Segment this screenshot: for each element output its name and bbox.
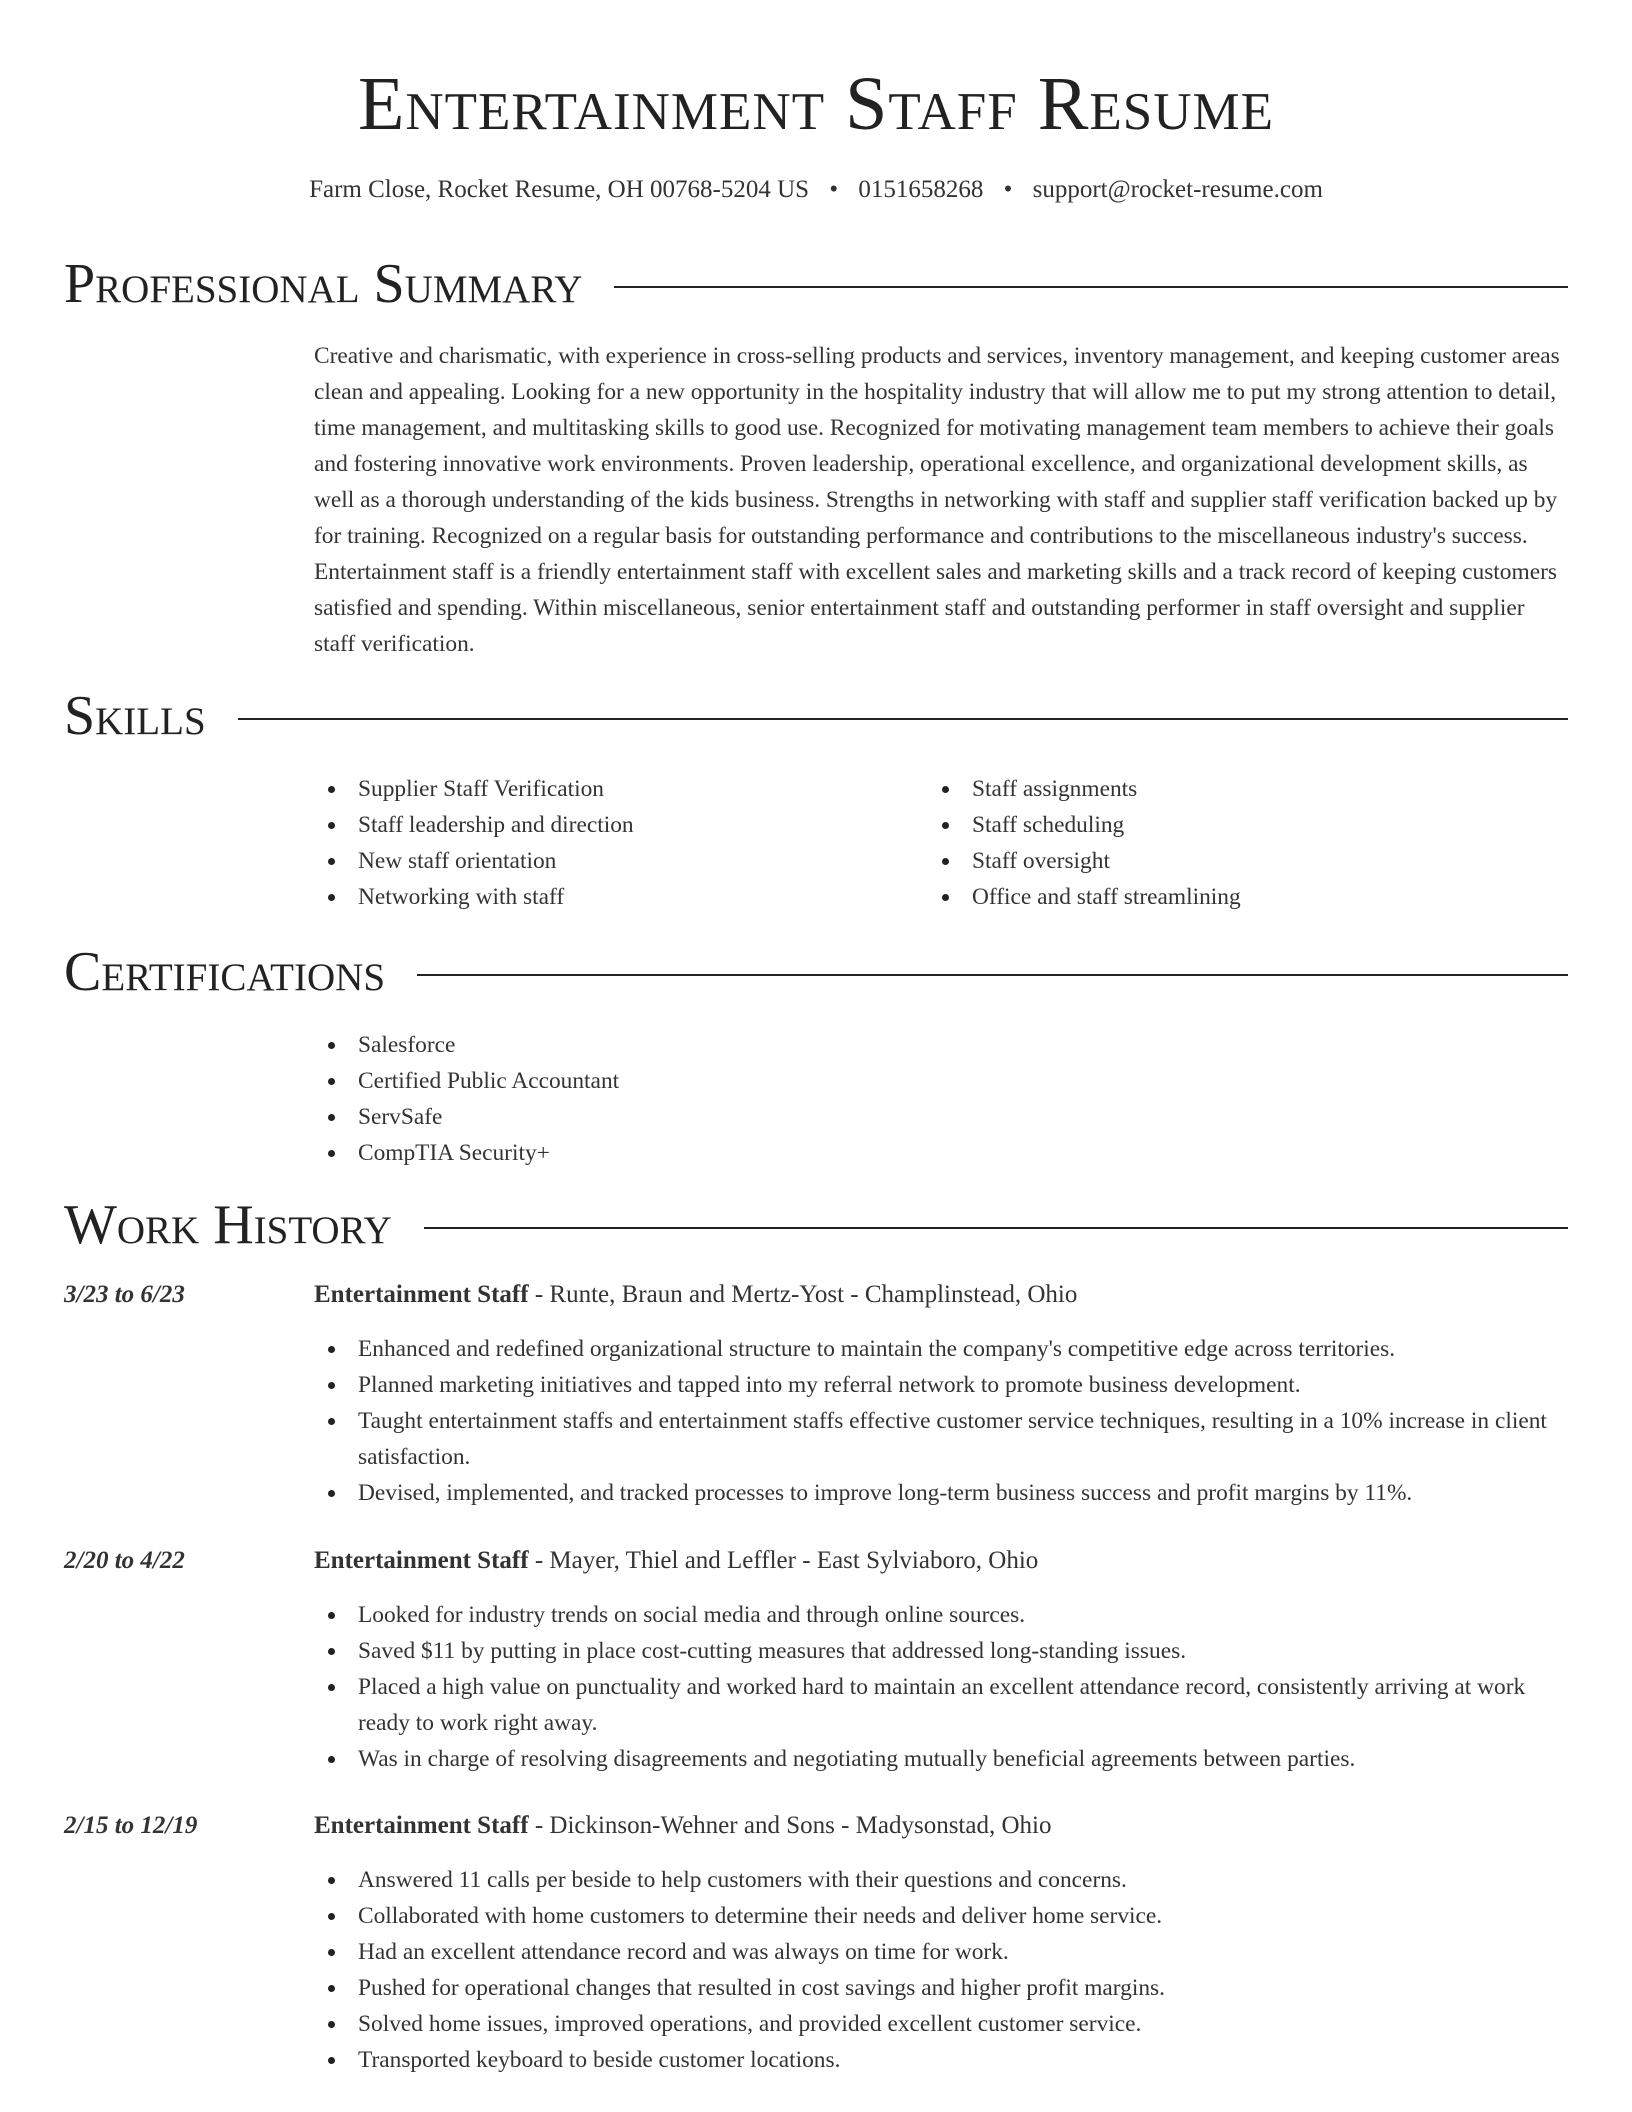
summary-text: Creative and charismatic, with experience in cross-selling products and services, inventory management, and keeping customer areas clean and appealing. Looking for a new opportunity in the hospitality industry that will allow me to put my strong attention to detail, time management, and multitasking skills to good use. Recognized for motivating management team members to achieve their goals and fostering innovative work environments. Proven leadership, operational excellence, and organizational development skills, as well as a thorough understanding of the kids business. Strengths in networking with staff and supplier staff verification backed up by for training. Recognized on a regular basis for outstanding performance and contributions to the miscellaneous industry's success. Entertainment staff is a friendly entertainment staff with excellent sales and marketing skills and a track record of keeping customers satisfied and spending. Within miscellaneous, senior entertainment staff and outstanding performer in staff oversight and supplier staff verification. xyxy=(314,343,1560,657)
job-bullet: Transported keyboard to beside customer locations. xyxy=(314,2042,1570,2078)
skills-list-right xyxy=(928,771,1528,915)
section-divider xyxy=(424,1227,1568,1229)
job-employer-location: - Runte, Braun and Mertz-Yost - Champlinstead, Ohio xyxy=(528,1281,1078,1308)
skill-item: Supplier Staff Verification xyxy=(314,771,914,807)
skills-section-header xyxy=(64,684,1568,748)
job-bullets xyxy=(314,1862,1570,2078)
job-bullet: Looked for industry trends on social media and through online sources. xyxy=(314,1597,1570,1633)
certifications-section-header xyxy=(64,940,1568,1004)
contact-email: support@rocket-resume.com xyxy=(1032,176,1323,203)
job-bullets xyxy=(314,1331,1570,1511)
job-title: Entertainment Staff xyxy=(314,1281,529,1308)
job-bullet: Devised, implemented, and tracked processes to improve long-term business success and profit margins by 11%. xyxy=(314,1475,1570,1511)
resume-title: Entertainment Staff Resume xyxy=(357,62,1275,146)
summary-section-header xyxy=(64,252,1568,316)
job-heading xyxy=(314,1810,1570,1842)
job-dates: 2/20 to 4/22 xyxy=(64,1547,185,1574)
section-divider xyxy=(614,286,1568,288)
certification-item: Salesforce xyxy=(314,1027,1114,1063)
job-bullet: Answered 11 calls per beside to help customers with their questions and concerns. xyxy=(314,1862,1570,1898)
contact-line xyxy=(0,174,1632,206)
skill-item: Staff oversight xyxy=(928,843,1528,879)
job-employer-location: - Mayer, Thiel and Leffler - East Sylviaboro, Ohio xyxy=(528,1547,1039,1574)
skill-item: Staff scheduling xyxy=(928,807,1528,843)
certifications-heading: Certifications xyxy=(64,941,386,1003)
job-heading xyxy=(314,1545,1570,1577)
work-history-heading: Work History xyxy=(64,1194,392,1256)
job-bullet: Was in charge of resolving disagreements and negotiating mutually beneficial agreements between parties. xyxy=(314,1741,1570,1777)
certification-item: CompTIA Security+ xyxy=(314,1135,1114,1171)
job-bullet: Planned marketing initiatives and tapped into my referral network to promote business development. xyxy=(314,1367,1570,1403)
job-bullet: Placed a high value on punctuality and worked hard to maintain an excellent attendance record, consistently arriving at work ready to work right away. xyxy=(314,1669,1570,1741)
skill-item: Staff leadership and direction xyxy=(314,807,914,843)
job-employer-location: - Dickinson-Wehner and Sons - Madysonstad, Ohio xyxy=(528,1812,1052,1839)
skill-item: Networking with staff xyxy=(314,879,914,915)
contact-separator: • xyxy=(1003,176,1013,203)
job-bullet: Saved $11 by putting in place cost-cutting measures that addressed long-standing issues. xyxy=(314,1633,1570,1669)
summary-heading: Professional Summary xyxy=(64,253,583,315)
section-divider xyxy=(417,974,1568,976)
skill-item: New staff orientation xyxy=(314,843,914,879)
section-divider xyxy=(238,718,1568,720)
skills-heading: Skills xyxy=(64,685,206,747)
job-bullet: Solved home issues, improved operations, and provided excellent customer service. xyxy=(314,2006,1570,2042)
job-bullet: Taught entertainment staffs and entertainment staffs effective customer service techniques, resulting in a 10% increase in client satisfaction. xyxy=(314,1403,1570,1475)
work-history-section-header xyxy=(64,1193,1568,1257)
job-heading xyxy=(314,1279,1570,1311)
job-bullet: Pushed for operational changes that resulted in cost savings and higher profit margins. xyxy=(314,1970,1570,2006)
job-bullet: Had an excellent attendance record and was always on time for work. xyxy=(314,1934,1570,1970)
contact-phone: 0151658268 xyxy=(858,176,984,203)
skill-item: Staff assignments xyxy=(928,771,1528,807)
job-dates: 2/15 to 12/19 xyxy=(64,1812,198,1839)
certification-item: Certified Public Accountant xyxy=(314,1063,1114,1099)
skill-item: Office and staff streamlining xyxy=(928,879,1528,915)
job-dates: 3/23 to 6/23 xyxy=(64,1281,185,1308)
job-bullets xyxy=(314,1597,1570,1777)
skills-list-left xyxy=(314,771,914,915)
certification-item: ServSafe xyxy=(314,1099,1114,1135)
job-title: Entertainment Staff xyxy=(314,1812,529,1839)
certifications-list xyxy=(314,1027,1114,1171)
job-title: Entertainment Staff xyxy=(314,1547,529,1574)
job-bullet: Enhanced and redefined organizational structure to maintain the company's competitive edge across territories. xyxy=(314,1331,1570,1367)
contact-separator: • xyxy=(829,176,839,203)
contact-address: Farm Close, Rocket Resume, OH 00768-5204 US xyxy=(309,176,810,203)
job-bullet: Collaborated with home customers to determine their needs and deliver home service. xyxy=(314,1898,1570,1934)
